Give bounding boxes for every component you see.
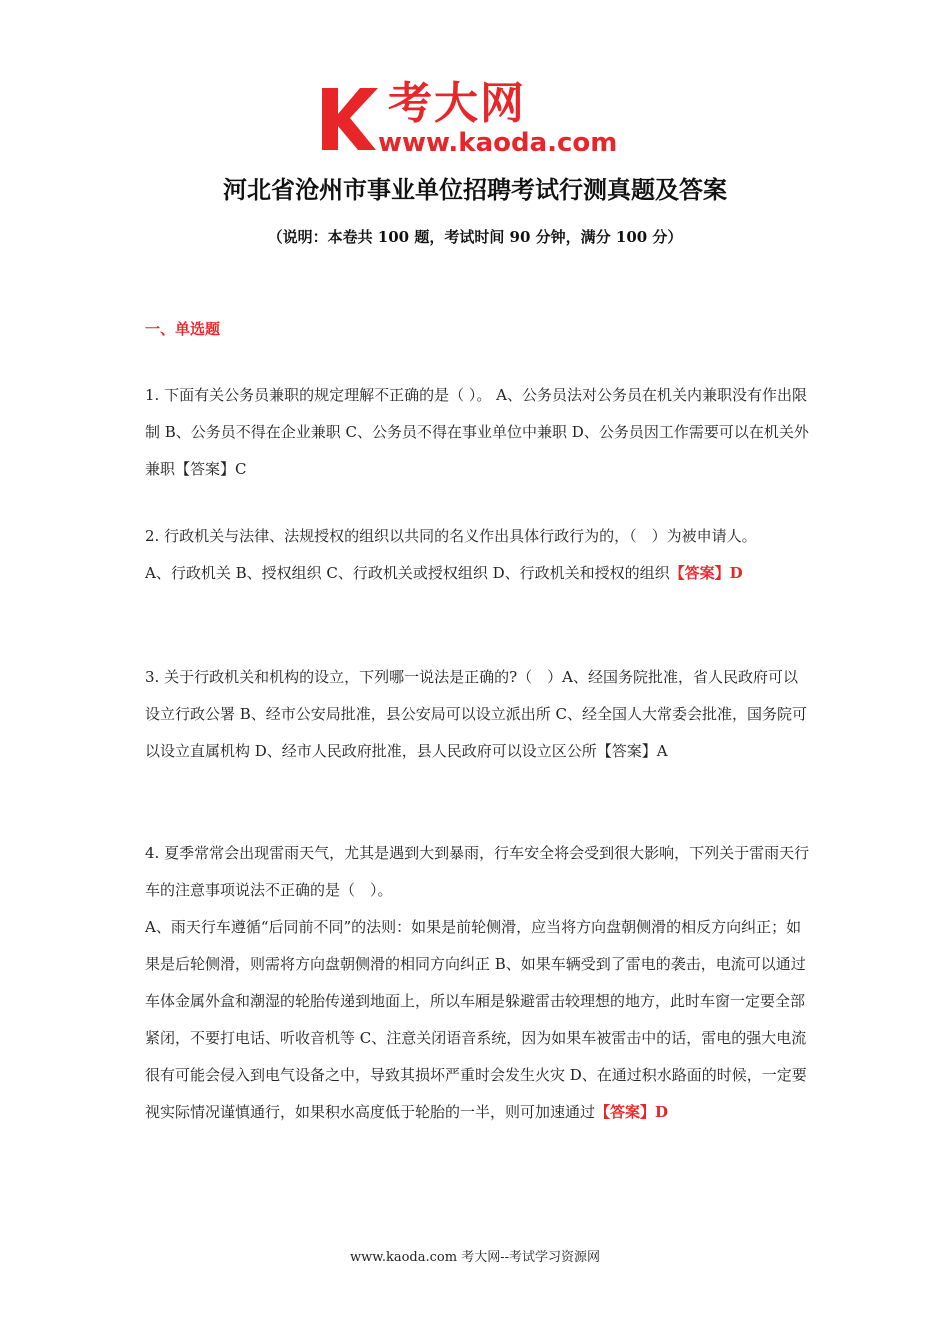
question-4-answer: 【答案】D [595,1103,669,1121]
section-heading: 一、单选题 [145,320,221,338]
question-2-options [145,555,810,592]
logo-brand-url: www.kaoda.com [378,128,618,158]
question-4 [145,835,810,1131]
question-3-text: 3. 关于行政机关和机构的设立，下列哪一说法是正确的?（ ）A、经国务院批准，省人民政府可以设立行政公署 B、经市公安局批准，县公安局可以设立派出所 C、经全国人大常委会批准，国务院可以设立直属机构 D、经市人民政府批准，县人民政府可以设立区公所【答案】A [145,668,808,760]
document-title: 河北省沧州市事业单位招聘考试行测真题及答案 [223,176,727,204]
question-2-options-text: A、行政机关 B、授权组织 C、行政机关或授权组织 D、行政机关和授权的组织 [145,564,670,582]
question-1-text: 1. 下面有关公务员兼职的规定理解不正确的是（ ）。 A、公务员法对公务员在机关内兼职没有作出限制 B、公务员不得在企业兼职 C、公务员不得在事业单位中兼职 D、公务员因工作需要可以在机关外兼职【答案】C [145,386,809,478]
document-subtitle: （说明：本卷共 100 题，考试时间 90 分钟，满分 100 分） [267,228,683,246]
question-1 [145,377,810,488]
logo-brand-cn: 考大网 [388,78,526,129]
question-2 [145,518,810,592]
question-2-answer: 【答案】D [669,564,743,582]
question-4-options [145,909,810,1131]
question-4-options-text: A、雨天行车遵循“后同前不同”的法则：如果是前轮侧滑，应当将方向盘朝侧滑的相反方向纠正；如果是后轮侧滑，则需将方向盘朝侧滑的相同方向纠正 B、如果车辆受到了雷电的袭击，电流可以通过车体金属外盒和潮湿的轮胎传递到地面上，所以车厢是躲避雷击较理想的地方，此时车窗一定要全部紧闭，不要打电话、听收音机等 C、注意关闭语音系统，因为如果车被雷击中的话，雷电的强大电流很有可能会侵入到电气设备之中，导致其损坏严重时会发生火灾 D、在通过积水路面的时候，一定要视实际情况谨慎通行，如果积水高度低于轮胎的一半，则可加速通过 [145,918,807,1121]
site-logo [318,78,638,162]
logo-k-mark-icon [318,84,380,154]
page-footer: www.kaoda.com 考大网--考试学习资源网 [350,1250,600,1265]
question-4-stem: 4. 夏季常常会出现雷雨天气，尤其是遇到大到暴雨，行车安全将会受到很大影响，下列关于雷雨天行车的注意事项说法不正确的是（ ）。 [145,844,810,899]
question-3 [145,659,810,770]
question-2-stem: 2. 行政机关与法律、法规授权的组织以共同的名义作出具体行政行为的，（ ）为被申请人。 [145,527,757,545]
